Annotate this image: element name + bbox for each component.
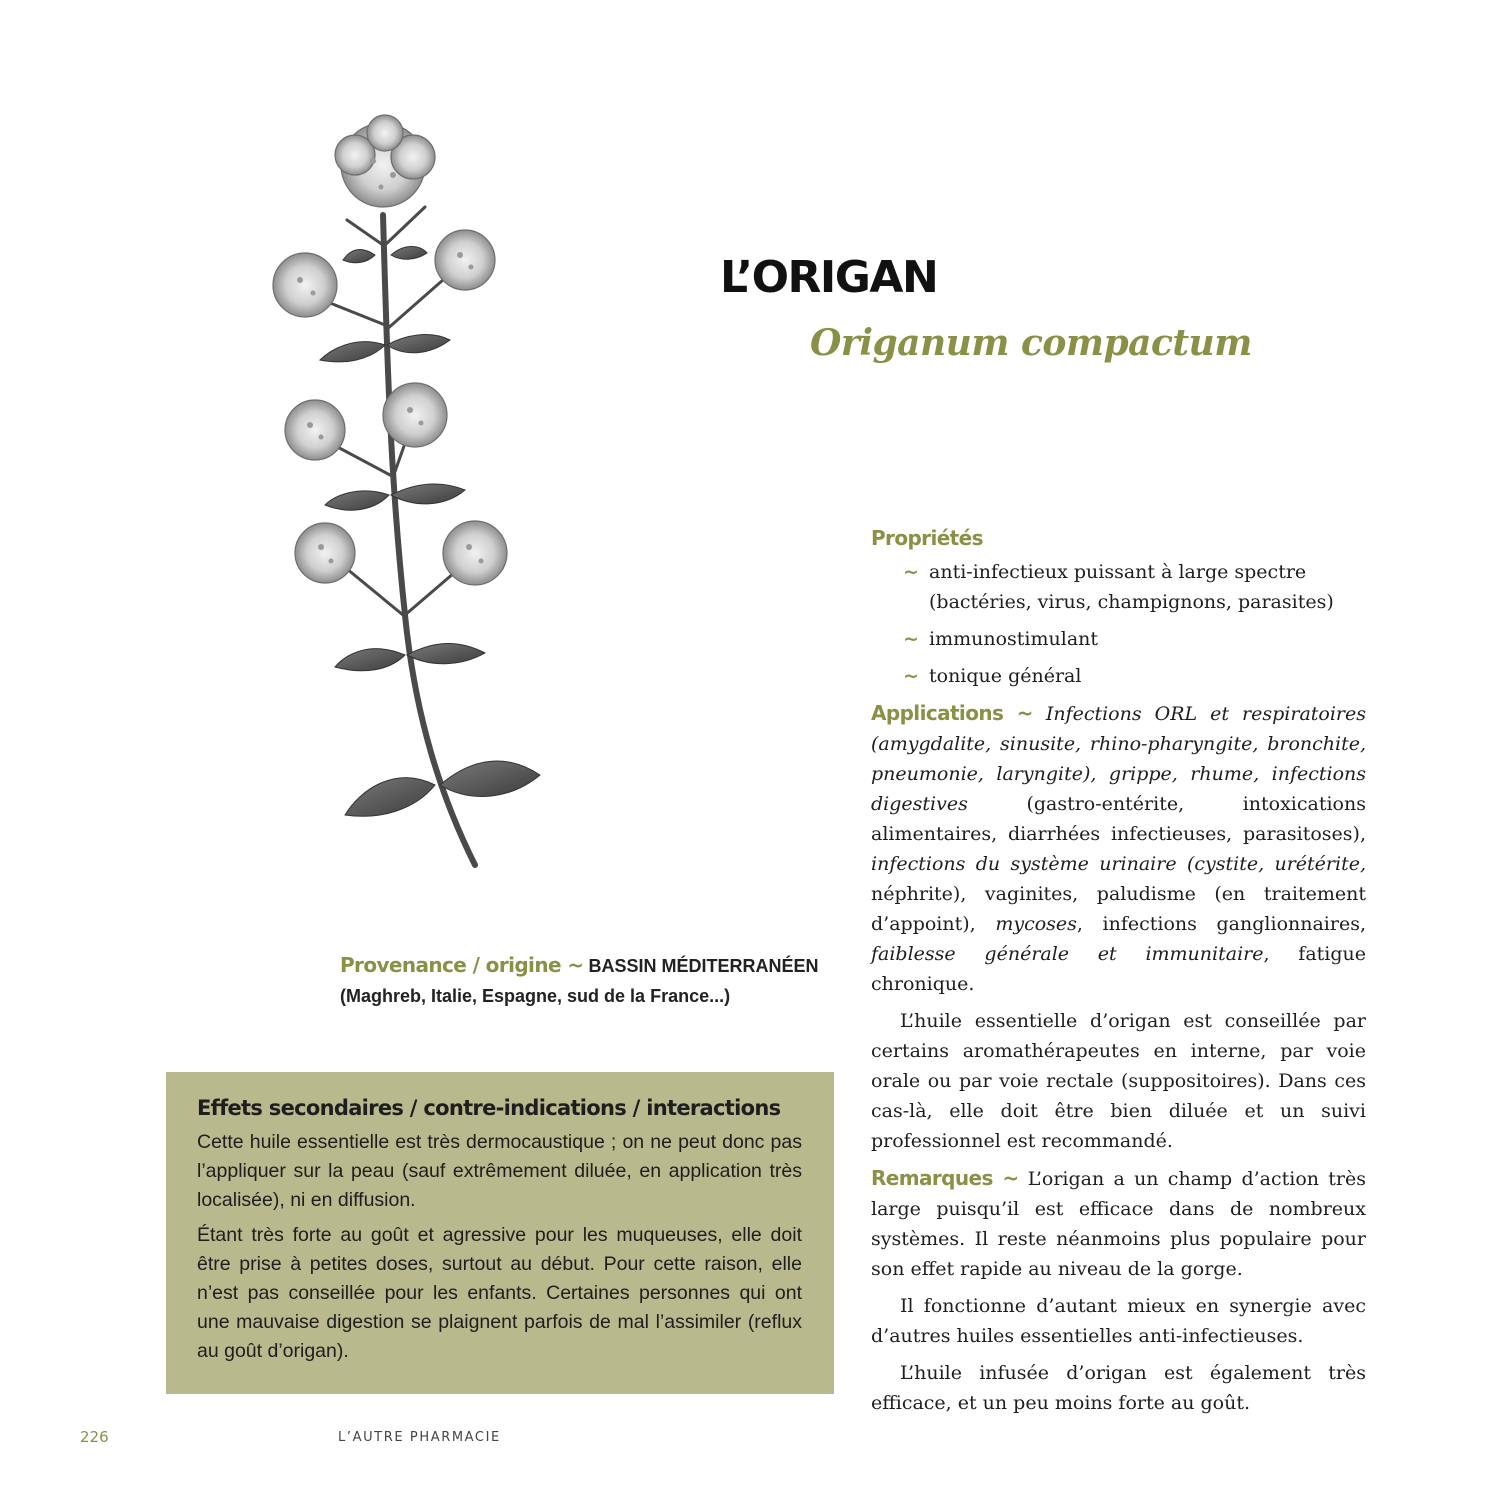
remarks-paragraph: Il fonctionne d’autant mieux en synergie avec d’autres huiles essentielles anti-infectieuses.: [871, 1295, 1366, 1347]
oregano-illustration: [255, 95, 555, 925]
remarks-section: [871, 1163, 1366, 1284]
applications-text: infections du système urinaire (cystite, urétérite,: [871, 853, 1366, 875]
effects-box: [166, 1072, 834, 1394]
latin-name: Origanum compactum: [810, 322, 1252, 364]
applications-heading: Applications ~: [871, 701, 1033, 725]
list-item: ~ anti-infectieux puissant à large spectre (bactéries, virus, champignons, parasites): [871, 557, 1366, 617]
running-footer: L’AUTRE PHARMACIE: [338, 1430, 501, 1445]
applications-text: mycoses: [995, 913, 1077, 935]
remarks-heading: Remarques ~: [871, 1166, 1019, 1190]
applications-text: , infections ganglionnaires,: [1076, 913, 1367, 935]
main-column: [871, 523, 1366, 1425]
list-item: ~ tonique général: [871, 661, 1366, 691]
applications-text: néphrite), vaginites, paludisme (en traitement d’appoint),: [871, 883, 1366, 935]
list-item: ~ immunostimulant: [871, 624, 1366, 654]
applications-text: , fatigue chronique.: [871, 943, 1367, 995]
effects-paragraph: Étant très forte au goût et agressive pour les muqueuses, elle doit être prise à petites doses, surtout au début. Pour cette raison, elle n’est pas conseillée pour les enfants. Certaines personnes qui ont une mauvaise digestion se plaignent parfois de mal l’assimiler (reflux au goût d’origan).: [197, 1224, 802, 1362]
remarks-text: L’origan a un champ d’action très large puisqu’il est efficace dans de nombreux systèmes. Il reste néanmoins plus populaire pour son effet rapide au niveau de la gorge.: [871, 1168, 1366, 1280]
remarks-paragraph: L’huile infusée d’origan est également très efficace, et un peu moins forte au goût.: [871, 1362, 1366, 1414]
applications-text: Infections ORL et respiratoires (amygdalite, sinusite, rhino-pharyngite, bronchite, pneumonie, laryngite), grippe, rhume, infections digestives: [871, 703, 1367, 815]
effects-heading: Effets secondaires / contre-indications / interactions: [197, 1096, 781, 1120]
page-number: 226: [80, 1428, 109, 1446]
applications-paragraph: L’huile essentielle d’origan est conseillée par certains aromathérapeutes en interne, par voie orale ou par voie rectale (suppositoires). Dans ces cas-là, elle doit être bien diluée et un suivi professionnel est recommandé.: [871, 1010, 1366, 1152]
page-title: L’ORIGAN: [720, 252, 938, 303]
applications-text: faiblesse générale et immunitaire: [871, 943, 1264, 965]
effects-paragraph: Cette huile essentielle est très dermocaustique ; on ne peut donc pas l’appliquer sur la peau (sauf extrêmement diluée, en application très localisée), ni en diffusion.: [197, 1131, 802, 1211]
applications-section: [871, 698, 1366, 999]
origin-value: BASSIN MÉDITERRANÉEN: [588, 956, 819, 976]
origin-detail: (Maghreb, Italie, Espagne, sud de la France...): [340, 986, 731, 1006]
applications-text: (gastro-entérite, intoxications alimentaires, diarrhées infectieuses, parasitoses),: [871, 793, 1366, 845]
leaves: [320, 247, 540, 817]
properties-heading: Propriétés: [871, 526, 983, 550]
properties-list: [871, 557, 1366, 691]
origin-block: [340, 950, 840, 1011]
origin-label: Provenance / origine ~: [340, 953, 584, 977]
